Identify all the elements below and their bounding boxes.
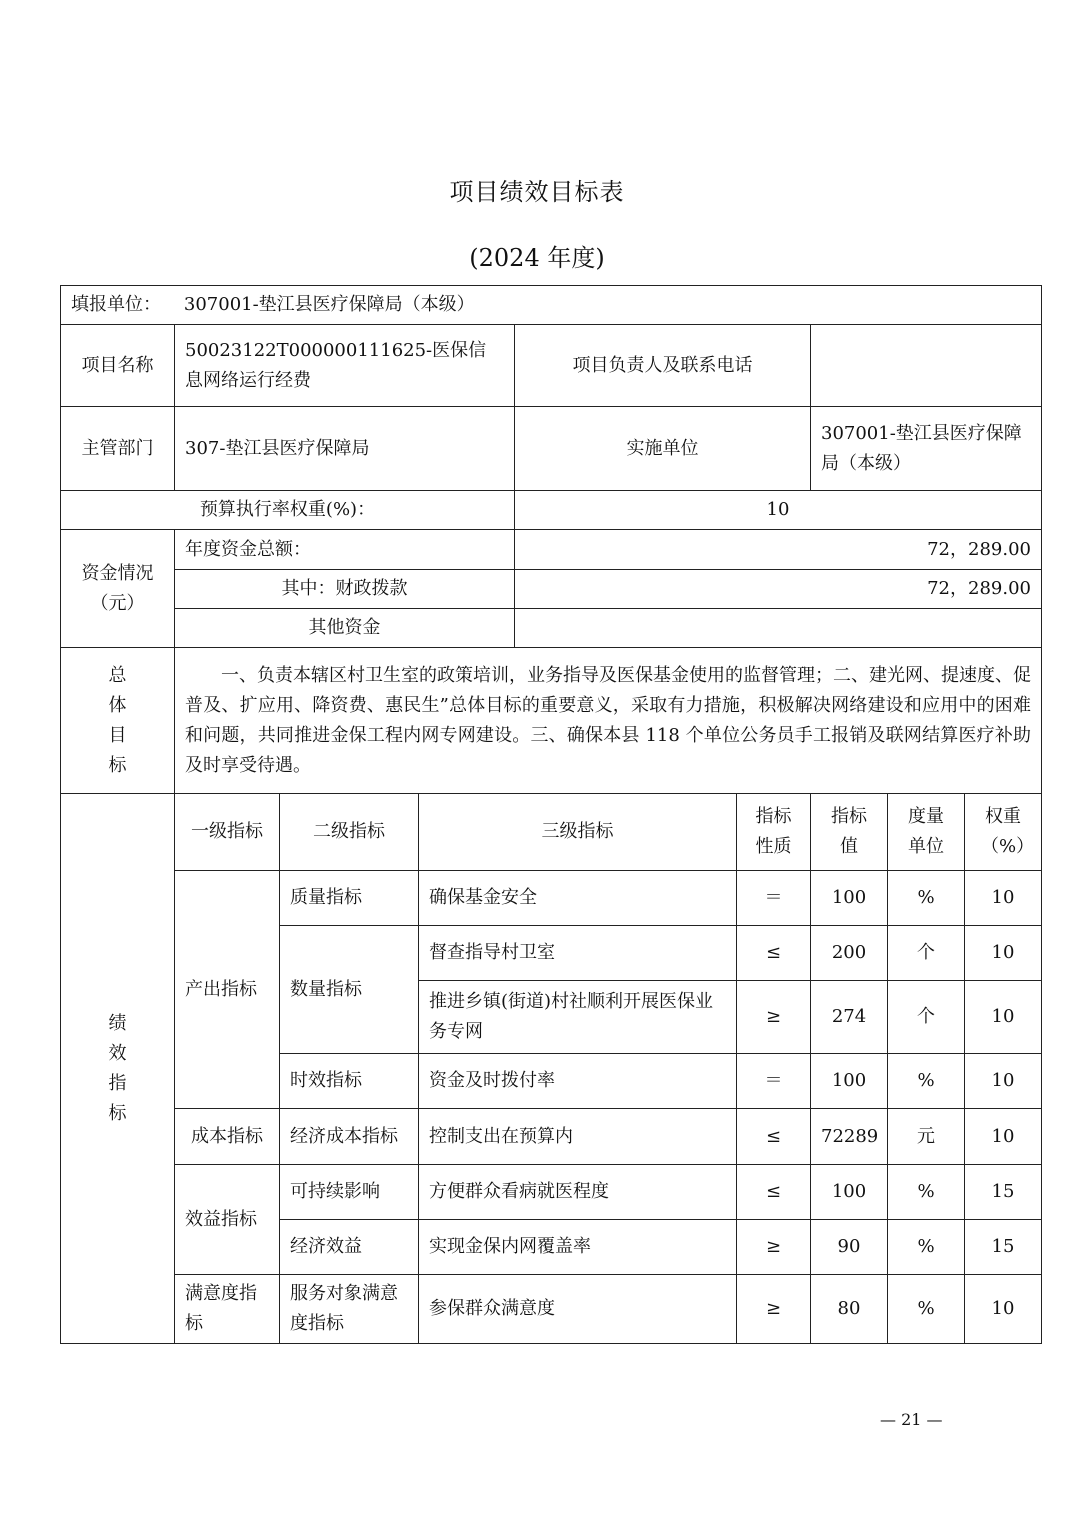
indicator-name: 方便群众看病就医程度: [419, 1165, 737, 1220]
funds-fiscal-label: 其中：财政拨款: [175, 570, 515, 609]
contact-value: [811, 325, 1042, 407]
indicator-nature: ≥: [737, 1275, 811, 1344]
group-output: 产出指标: [175, 871, 280, 1109]
page-number: — 21 —: [880, 1410, 943, 1429]
group-cost: 成本指标: [175, 1109, 280, 1165]
unit-row: [61, 286, 1042, 325]
indicator-weight: 10: [965, 926, 1042, 981]
budget-weight-label: 预算执行率权重(%)：: [61, 491, 515, 530]
table-row: [61, 1165, 1042, 1220]
indicator-weight: 10: [965, 1275, 1042, 1344]
group-satisfaction: 满意度指标: [175, 1275, 280, 1344]
header-level2: 二级指标: [280, 794, 419, 871]
indicator-nature: ≤: [737, 1165, 811, 1220]
indicator-value: 200: [811, 926, 888, 981]
budget-weight-value: 10: [515, 491, 1042, 530]
unit-label: 填报单位：: [71, 294, 161, 315]
unit-cell: [61, 286, 1042, 325]
indicator-unit: %: [888, 1220, 965, 1275]
subgroup-service-satisfaction: 服务对象满意度指标: [280, 1275, 419, 1344]
indicator-name: 控制支出在预算内: [419, 1109, 737, 1165]
goal-text: 一、负责本辖区村卫生室的政策培训，业务指导及医保基金使用的监督管理；二、建光网、提速度、促普及、扩应用、降资费、惠民生”总体目标的重要意义，采取有力措施，积极解决网络建设和应用中的困难和问题，共同推进金保工程内网专网建设。三、确保本县 118 个单位公务员手工报销及联网结算医疗补助及时享受待遇。: [175, 648, 1042, 794]
dept-value: 307-垫江县医疗保障局: [175, 407, 515, 491]
funds-other-label: 其他资金: [175, 609, 515, 648]
header-nature: [737, 794, 811, 871]
goal-label-text: 总体目标: [108, 664, 127, 776]
performance-table: [60, 285, 1042, 1344]
funds-fiscal-value: 72，289.00: [515, 570, 1042, 609]
indicator-nature: ≥: [737, 1220, 811, 1275]
indicator-name: 资金及时拨付率: [419, 1054, 737, 1109]
funds-other-row: [61, 609, 1042, 648]
indicator-unit: %: [888, 1275, 965, 1344]
goal-row: [61, 648, 1042, 794]
impl-value: 307001-垫江县医疗保障局（本级）: [811, 407, 1042, 491]
indicator-weight: 10: [965, 1054, 1042, 1109]
indicator-nature: ≤: [737, 926, 811, 981]
header-weight-text: 权重（%）: [981, 806, 1035, 857]
funds-total-row: [61, 530, 1042, 570]
indicator-name: 参保群众满意度: [419, 1275, 737, 1344]
page-title: 项目绩效目标表: [449, 178, 625, 206]
indicator-value: 100: [811, 1054, 888, 1109]
header-unit: [888, 794, 965, 871]
indicator-value: 72289: [811, 1109, 888, 1165]
indicators-label: [61, 794, 175, 1344]
header-value: [811, 794, 888, 871]
header-level3: 三级指标: [419, 794, 737, 871]
indicator-unit: 个: [888, 981, 965, 1054]
indicator-weight: 10: [965, 981, 1042, 1054]
header-value-text: 指标值: [831, 806, 867, 857]
indicator-value: 80: [811, 1275, 888, 1344]
indicator-value: 100: [811, 1165, 888, 1220]
dept-label: 主管部门: [61, 407, 175, 491]
indicator-unit: %: [888, 871, 965, 926]
group-benefit: 效益指标: [175, 1165, 280, 1275]
indicator-nature: ≤: [737, 1109, 811, 1165]
indicators-label-text: 绩效指标: [108, 1012, 127, 1124]
indicator-unit: %: [888, 1054, 965, 1109]
header-unit-text: 度量单位: [908, 806, 944, 857]
project-row: [61, 325, 1042, 407]
indicator-unit: 个: [888, 926, 965, 981]
page-subtitle: (2024 年度): [469, 244, 605, 272]
indicator-weight: 15: [965, 1220, 1042, 1275]
header-weight: [965, 794, 1042, 871]
project-name-value: 50023122T000000111625-医保信息网络运行经费: [175, 325, 515, 407]
subgroup-quantity: 数量指标: [280, 926, 419, 1054]
dept-row: [61, 407, 1042, 491]
indicator-nature: ≥: [737, 981, 811, 1054]
impl-label: 实施单位: [515, 407, 811, 491]
subgroup-quality: 质量指标: [280, 871, 419, 926]
indicator-weight: 15: [965, 1165, 1042, 1220]
subgroup-timeliness: 时效指标: [280, 1054, 419, 1109]
indicator-value: 274: [811, 981, 888, 1054]
budget-weight-row: [61, 491, 1042, 530]
funds-fiscal-row: [61, 570, 1042, 609]
funds-total-value: 72，289.00: [515, 530, 1042, 570]
table-row: [61, 1275, 1042, 1344]
subgroup-economic-benefit: 经济效益: [280, 1220, 419, 1275]
goal-label: [61, 648, 175, 794]
funds-other-value: [515, 609, 1042, 648]
table-row: [61, 871, 1042, 926]
indicator-value: 90: [811, 1220, 888, 1275]
table-row: [61, 1109, 1042, 1165]
funds-label-text: 资金情况（元）: [81, 562, 154, 614]
indicator-weight: 10: [965, 1109, 1042, 1165]
funds-label: [61, 530, 175, 648]
indicator-unit: %: [888, 1165, 965, 1220]
indicator-name: 实现金保内网覆盖率: [419, 1220, 737, 1275]
indicator-nature: ＝: [737, 871, 811, 926]
indicator-name: 确保基金安全: [419, 871, 737, 926]
indicator-header-row: [61, 794, 1042, 871]
indicator-name: 推进乡镇(街道)村社顺利开展医保业务专网: [419, 981, 737, 1054]
indicator-unit: 元: [888, 1109, 965, 1165]
project-name-label: 项目名称: [61, 325, 175, 407]
indicator-nature: ＝: [737, 1054, 811, 1109]
subgroup-sustainable: 可持续影响: [280, 1165, 419, 1220]
indicator-value: 100: [811, 871, 888, 926]
funds-total-label: 年度资金总额：: [175, 530, 515, 570]
contact-label: 项目负责人及联系电话: [515, 325, 811, 407]
header-nature-text: 指标性质: [755, 806, 792, 857]
unit-value: 307001-垫江县医疗保障局（本级）: [183, 294, 475, 315]
header-level1: 一级指标: [175, 794, 280, 871]
indicator-weight: 10: [965, 871, 1042, 926]
indicator-name: 督查指导村卫室: [419, 926, 737, 981]
subgroup-economic-cost: 经济成本指标: [280, 1109, 419, 1165]
